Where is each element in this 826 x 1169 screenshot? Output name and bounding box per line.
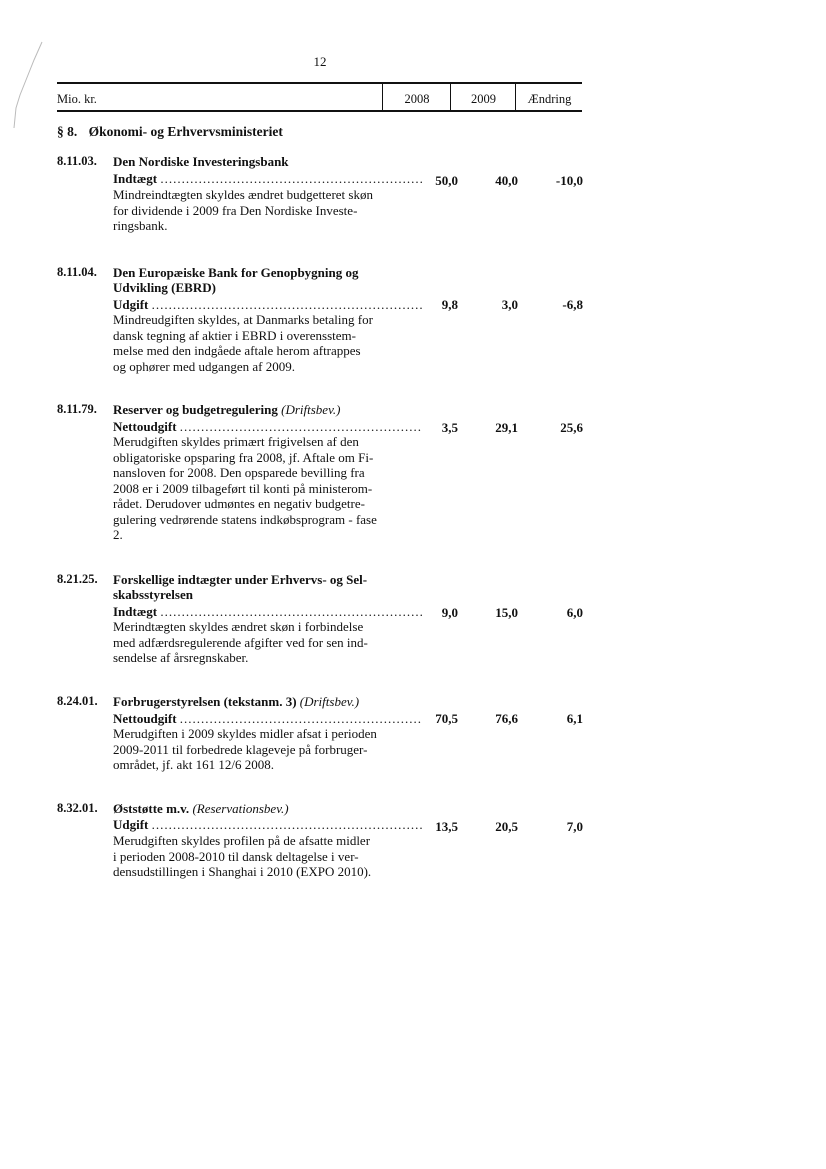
column-2009: 2009 xyxy=(450,84,516,110)
line-item xyxy=(113,297,424,312)
leader-dots: ................................................................ xyxy=(151,297,424,312)
entry-description xyxy=(113,833,381,880)
description-line: Merindtægten skyldes ændret skøn i forbindelse xyxy=(113,619,364,634)
description-line: og ophører med udgangen af 2009. xyxy=(113,358,295,374)
description-line: dansk tegning af aktier i EBRD i overensstem- xyxy=(113,327,356,343)
description-line: Merudgiften i 2009 skyldes midler afsat i perioden xyxy=(113,726,377,741)
entry-code: 8.21.25. xyxy=(57,572,98,586)
description-line: gulering vedrørende statens indkøbsprogram - fase xyxy=(113,511,377,527)
page-number: 12 xyxy=(313,54,327,69)
section-heading xyxy=(57,124,283,140)
leader-dots: .............................................................. xyxy=(160,171,424,186)
line-item-label: Nettoudgift xyxy=(113,711,177,726)
entry-description xyxy=(113,187,381,234)
description-line: 2009-2011 til forbedrede klageveje på forbruger- xyxy=(113,741,368,757)
unit-label: Mio. kr. xyxy=(57,92,97,106)
description-line: området, jf. akt 161 12/6 2008. xyxy=(113,757,275,772)
value-2008: 70,5 xyxy=(435,711,458,726)
section-number: § 8. xyxy=(57,124,78,139)
line-item xyxy=(113,419,423,434)
column-2008: 2008 xyxy=(382,84,451,110)
value-2008: 9,0 xyxy=(441,605,458,620)
line-item-label: Udgift xyxy=(113,817,149,832)
description-line: Mindreudgiften skyldes, at Danmarks betaling for xyxy=(113,312,373,327)
leader-dots: ................................................................ xyxy=(151,817,424,832)
description-line: Merudgiften skyldes profilen på de afsatte midler xyxy=(113,833,371,848)
entry-code: 8.11.79. xyxy=(57,402,97,416)
description-line: nansloven for 2008. Den opsparede bevilling fra xyxy=(113,465,365,480)
description-line: med adfærdsregulerende afgifter ved for sen ind- xyxy=(113,634,368,650)
description-line: melse med den indgåede aftale herom aftrappes xyxy=(113,343,361,358)
entry-description xyxy=(113,619,381,666)
entry-code: 8.11.03. xyxy=(57,154,97,168)
value-2009: 3,0 xyxy=(501,297,518,312)
entry-title-text: Den Europæiske Bank for Genopbygning og Udvikling (EBRD) xyxy=(113,265,359,295)
entry-title-text: Forskellige indtægter under Erhvervs- og Sel-skabsstyrelsen xyxy=(113,572,368,602)
entry-title xyxy=(113,572,383,602)
value-2008: 9,8 xyxy=(441,297,458,312)
line-item-label: Indtægt xyxy=(113,604,158,619)
value-2008: 3,5 xyxy=(441,420,458,435)
description-line: i perioden 2008-2010 til dansk deltagelse i ver- xyxy=(113,848,359,864)
line-item-label: Indtægt xyxy=(113,171,158,186)
entry-description xyxy=(113,312,381,374)
entry-title xyxy=(113,402,383,417)
value-change: 7,0 xyxy=(566,819,583,834)
value-2009: 76,6 xyxy=(495,711,518,726)
line-item xyxy=(113,817,424,832)
leader-dots: ......................................................... xyxy=(179,419,423,434)
entry-code: 8.24.01. xyxy=(57,694,98,708)
description-line: for dividende i 2009 fra Den Nordiske Investe- xyxy=(113,202,358,218)
entry-title-text: Øststøtte m.v. xyxy=(113,801,190,816)
description-line: Mindreindtægten skyldes ændret budgetteret skøn xyxy=(113,187,373,202)
entry-title xyxy=(113,154,383,169)
value-change: 25,6 xyxy=(560,420,583,435)
section-title: Økonomi- og Erhvervsministeriet xyxy=(88,124,283,139)
description-line: sendelse af årsregnskaber. xyxy=(113,650,249,665)
value-change: -10,0 xyxy=(555,173,583,188)
description-line: Merudgiften skyldes primært frigivelsen af den xyxy=(113,434,359,449)
entry-qualifier: (Driftsbev.) xyxy=(281,402,341,417)
value-change: 6,1 xyxy=(566,711,583,726)
value-2009: 20,5 xyxy=(495,819,518,834)
line-item-label: Nettoudgift xyxy=(113,419,177,434)
leader-dots: .............................................................. xyxy=(160,604,424,619)
line-item xyxy=(113,711,423,726)
line-item xyxy=(113,171,424,186)
value-2008: 13,5 xyxy=(435,819,458,834)
column-change: Ændring xyxy=(515,84,583,110)
entry-title xyxy=(113,801,383,816)
entry-title-text: Forbrugerstyrelsen (tekstanm. 3) xyxy=(113,694,297,709)
entry-title xyxy=(113,694,383,709)
entry-qualifier: (Driftsbev.) xyxy=(299,694,360,709)
entry-title-text: Reserver og budgetregulering xyxy=(113,402,278,417)
description-line: 2. xyxy=(113,527,123,542)
description-line: densudstillingen i Shanghai i 2010 (EXPO 2010). xyxy=(113,864,372,879)
value-change: 6,0 xyxy=(566,605,583,620)
entry-code: 8.11.04. xyxy=(57,265,97,279)
entry-description xyxy=(113,434,381,543)
entry-title xyxy=(113,265,383,295)
entry-code: 8.32.01. xyxy=(57,801,98,815)
value-2009: 29,1 xyxy=(495,420,518,435)
description-line: 2008 er i 2009 tilbageført til konti på ministerom- xyxy=(113,480,373,496)
entry-qualifier: (Reservationsbev.) xyxy=(192,801,289,816)
value-change: -6,8 xyxy=(562,297,583,312)
value-2009: 40,0 xyxy=(495,173,518,188)
value-2008: 50,0 xyxy=(435,173,458,188)
value-2009: 15,0 xyxy=(495,605,518,620)
description-line: rådet. Derudover udmøntes en negativ budgetre- xyxy=(113,496,365,511)
table-header xyxy=(57,82,582,112)
line-item xyxy=(113,604,424,619)
description-line: obligatoriske opsparing fra 2008, jf. Aftale om Fi- xyxy=(113,449,374,465)
line-item-label: Udgift xyxy=(113,297,149,312)
entry-title-text: Den Nordiske Investeringsbank xyxy=(113,154,289,169)
leader-dots: ......................................................... xyxy=(179,711,423,726)
entry-description xyxy=(113,726,381,773)
description-line: ringsbank. xyxy=(113,218,168,233)
